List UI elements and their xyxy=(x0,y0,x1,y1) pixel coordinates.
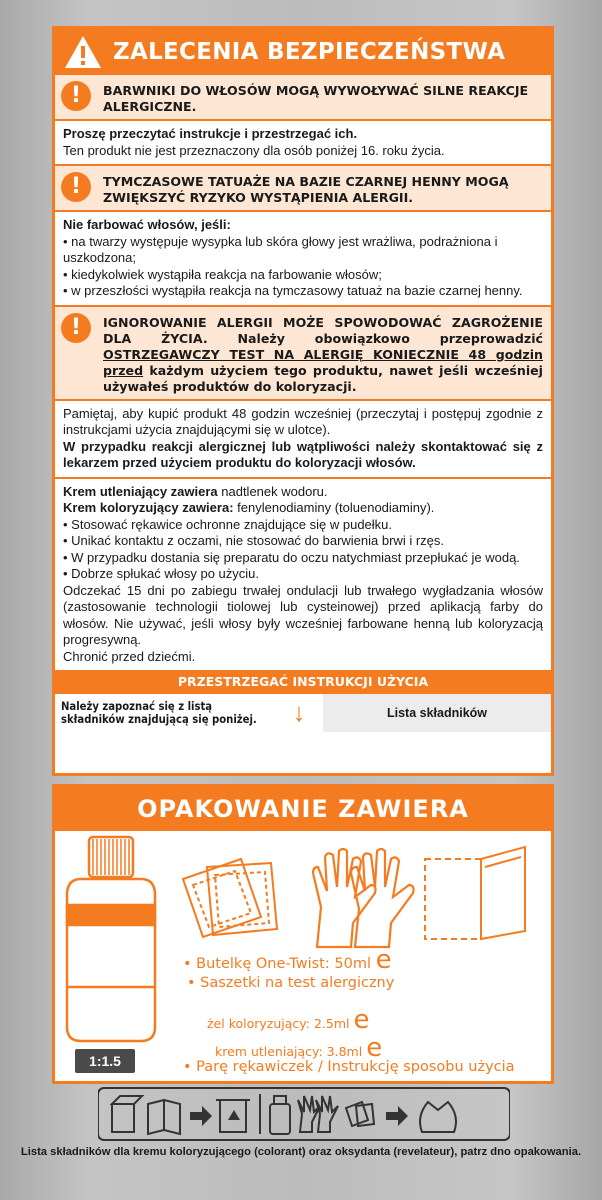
box-icon xyxy=(112,1096,142,1132)
safety-panel xyxy=(52,26,554,776)
arrow-down-icon: ↓ xyxy=(275,694,323,732)
pack-item-cream: krem utleniający: 3.8ml e xyxy=(215,1033,383,1063)
pack-item-bottle: • Butelkę One-Twist: 50ml e xyxy=(183,945,392,975)
safety-title-bar xyxy=(55,29,551,75)
gloves-small-icon xyxy=(298,1096,338,1132)
do-not-dye-block xyxy=(55,212,551,307)
arrow-right-icon xyxy=(386,1106,408,1126)
bottle-icon xyxy=(67,837,155,1041)
alert-allergy xyxy=(55,75,551,121)
safety-title: ZALECENIA BEZPIECZEŃSTWA xyxy=(113,39,506,65)
recycling-icons xyxy=(98,1086,510,1142)
warning-item: • Unikać kontaktu z oczami, nie stosować do barwienia brwi i rzęs. xyxy=(63,533,444,548)
pack-item-gel: żel koloryzujący: 2.5ml e xyxy=(207,1005,370,1035)
estimated-sign-icon: e xyxy=(375,945,392,975)
package-contents-panel xyxy=(52,784,554,1084)
ingredients-row xyxy=(55,694,551,732)
alert-life-threat xyxy=(55,307,551,401)
do-not-dye-item: • kiedykolwiek wystąpiła reakcja na farbowanie włosów; xyxy=(63,266,382,282)
alert-life-threat-text: IGNOROWANIE ALERGII MOŻE SPOWODOWAĆ ZAGROŻENIE DLA ŻYCIA. Należy obowiązkowo przeprowadzić OSTRZEGAWCZY TEST NA ALERGIĘ KONIECZNIE 48 godzin przed każdym użyciem tego produktu, nawet jeśli wcześniej używałeś produktów do koloryzacji. xyxy=(103,314,543,394)
contact-doctor-text: W przypadku reakcji alergicznej lub wątpliwości należy skontaktować się z lekarzem przed użyciem produktu do koloryzacji włosów. xyxy=(63,438,543,470)
leaflet-icon xyxy=(148,1100,180,1134)
sachet-small-icon xyxy=(346,1102,374,1126)
warning-triangle-icon xyxy=(63,34,103,70)
trash-bag-icon xyxy=(420,1102,456,1132)
bottle-small-icon xyxy=(270,1096,290,1134)
ingredients-footnote: Lista składników dla kremu koloryzującego (colorant) oraz oksydanta (revelateur), patrz dno opakowania. xyxy=(20,1146,582,1158)
mixing-ratio-badge: 1:1.5 xyxy=(75,1049,135,1073)
pack-item-sachets: • Saszetki na test alergiczny xyxy=(187,975,395,991)
gloves-icon xyxy=(313,849,414,947)
age-restriction-text: Ten produkt nie jest przeznaczony dla osób poniżej 16. roku życia. xyxy=(63,142,445,158)
sachet-icon xyxy=(183,859,277,937)
ingredients-warning-block: Krem utleniający zawiera nadtlenek wodoru. Krem koloryzujący zawiera: fenylenodiaminy (toluenodiaminy). • Stosować rękawice ochronne znajdujące się w pudełku. • Unikać kontaktu z oczami, nie stosować do barwienia brwi i rzęs. • W przypadku dostania się preparatu do oczu natychmiast przepłukać je wodą. • Dobrze spłukać włosy po użyciu. Odczekać 15 dni po zabiegu trwałej ondulacji lub trwałego wygładzania włosów (zastosowanie technologii tiolowej lub cysteinowej) przed aplikacją farby do włosów. Nie używać, jeśli włosy były wcześniej farbowane henną lub koloryzacją progresywną. Chronić przed dziećmi. xyxy=(63,483,543,664)
warning-item: • Dobrze spłukać włosy po użyciu. xyxy=(63,566,260,581)
perm-wait-text: Odczekać 15 dni po zabiegu trwałej ondulacji lub trwałego wygładzania włosów (zastosowanie technologii tiolowej lub cysteinowej) przed aplikacją farby do włosów. Nie używać, jeśli włosy były wcześniej farbowane henną lub koloryzacją progresywną. xyxy=(63,582,543,647)
arrow-right-icon xyxy=(190,1106,212,1126)
warning-item: • W przypadku dostania się preparatu do oczu natychmiast przepłukać je wodą. xyxy=(63,549,520,565)
do-not-dye-item: • w przeszłości wystąpiła reakcja na tymczasowy tatuaż na bazie czarnej henny. xyxy=(63,283,523,298)
recycle-bin-icon xyxy=(216,1100,250,1132)
exclamation-icon: ! xyxy=(61,81,91,111)
read-instructions-block xyxy=(55,121,551,166)
exclamation-icon: ! xyxy=(61,172,91,202)
alert-henna xyxy=(55,166,551,212)
pack-item-gloves: • Parę rękawiczek / Instrukcję sposobu użycia xyxy=(183,1059,515,1075)
follow-instructions-bar: PRZESTRZEGAĆ INSTRUKCJI UŻYCIA xyxy=(55,670,551,694)
estimated-sign-icon: e xyxy=(353,1005,370,1035)
do-not-dye-heading: Nie farbować włosów, jeśli: xyxy=(63,217,231,232)
alert-allergy-text: BARWNIKI DO WŁOSÓW MOGĄ WYWOŁYWAĆ SILNE REAKCJE ALERGICZNE. xyxy=(103,83,529,114)
keep-from-children-text: Chronić przed dziećmi. xyxy=(63,648,196,664)
read-instructions-heading: Proszę przeczytać instrukcje i przestrzegać ich. xyxy=(63,126,358,141)
ingredients-note: Należy zapoznać się z listą składników znajdującą się poniżej. xyxy=(55,694,275,732)
exclamation-icon: ! xyxy=(61,313,91,343)
warning-item: • Stosować rękawice ochronne znajdujące się w pudełku. xyxy=(63,516,393,532)
ingredients-list-label: Lista składników xyxy=(323,694,551,732)
do-not-dye-item: • na twarzy występuje wysypka lub skóra głowy jest wrażliwa, podrażniona i uszkodzona; xyxy=(63,233,498,265)
leaflet-icon xyxy=(425,847,525,939)
buy-early-block xyxy=(55,401,551,479)
alert-henna-text: TYMCZASOWE TATUAŻE NA BAZIE CZARNEJ HENNY MOGĄ ZWIĘKSZYĆ RYZYKO WYSTĄPIENIA ALERGII. xyxy=(103,174,509,205)
buy-early-text: Pamiętaj, aby kupić produkt 48 godzin wcześniej (przeczytaj i postępuj zgodnie z instrukcjami użycia znajdującymi się w ulotce). xyxy=(63,405,543,437)
package-contents-title: OPAKOWANIE ZAWIERA xyxy=(55,787,551,831)
estimated-sign-icon: e xyxy=(366,1033,383,1063)
